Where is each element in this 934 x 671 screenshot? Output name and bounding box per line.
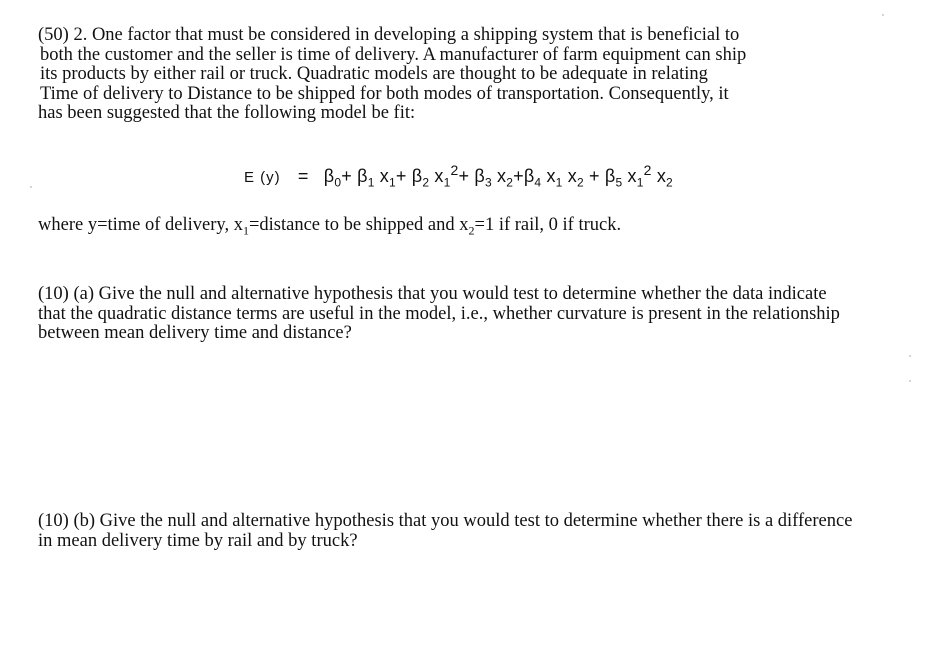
question-line: its products by either rail or truck. Quadratic models are thought to be adequate in relating — [40, 64, 708, 84]
question-line: has been suggested that the following model be fit: — [38, 103, 416, 123]
part-b-line: (10) (b) Give the null and alternative hypothesis that you would test to determine whether there is a difference — [38, 511, 853, 531]
where-suffix: =1 if rail, 0 if truck. — [474, 215, 622, 235]
where-sub-2: 2 — [468, 223, 475, 238]
scan-speck — [882, 14, 884, 16]
part-a-line: between mean delivery time and distance? — [38, 323, 352, 343]
where-sub-1: 1 — [242, 223, 249, 238]
scan-speck — [909, 355, 911, 357]
scan-speck — [909, 380, 911, 382]
formula-equals: = — [297, 166, 309, 186]
part-a-text — [38, 285, 840, 344]
where-prefix: where y=time of delivery, x — [38, 215, 243, 235]
model-formula — [244, 162, 673, 190]
variable-definitions — [38, 216, 621, 241]
question-2-text — [38, 26, 746, 124]
question-line: (50) 2. One factor that must be considered in developing a shipping system that is beneficial to — [38, 25, 740, 45]
formula-rhs: $\beta_0+ \beta_1$ $x_1+ \beta_2$ $x_1^2+ \beta_3$ $x_2+\beta_4$ $x_1$ $x_2 + \beta_5$ $x_1^2$ $x_2$ — [323, 162, 673, 190]
where-middle: =distance to be shipped and x — [248, 215, 469, 235]
scan-speck — [30, 186, 32, 188]
part-a-line: (10) (a) Give the null and alternative hypothesis that you would test to determine whether the data indicate — [38, 284, 827, 304]
part-b-text — [38, 512, 852, 551]
part-b-line: in mean delivery time by rail and by truck? — [38, 530, 358, 551]
question-line: Time of delivery to Distance to be shipped for both modes of transportation. Consequently, it — [40, 83, 729, 104]
formula-lhs: E (y) — [244, 169, 281, 186]
part-a-line: that the quadratic distance terms are useful in the model, i.e., whether curvature is present in the relationship — [38, 303, 840, 324]
question-line: both the customer and the seller is time of delivery. A manufacturer of farm equipment can ship — [40, 44, 747, 65]
